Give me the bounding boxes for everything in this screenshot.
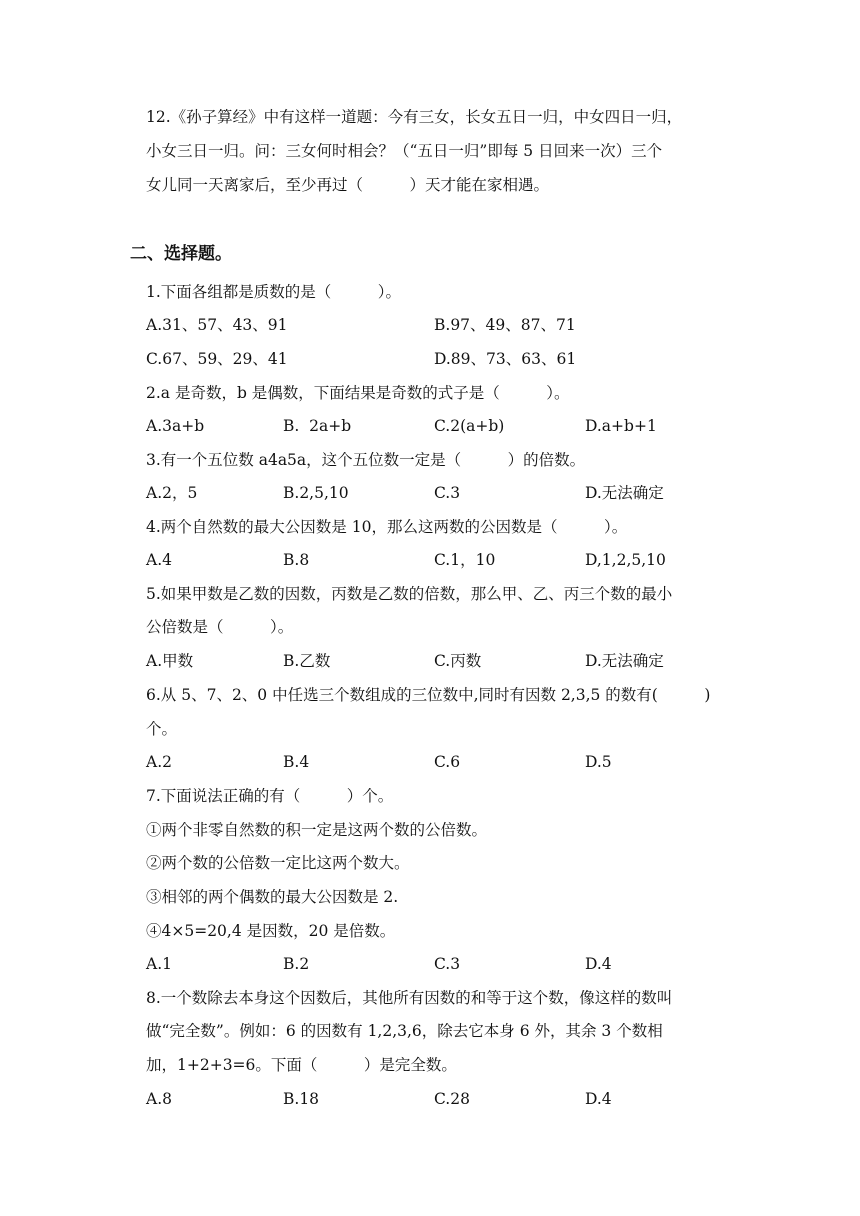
q2-option-c: C.2(a+b): [434, 417, 505, 435]
q5-option-b: B.乙数: [283, 652, 331, 670]
question-7-statement-3: ③相邻的两个偶数的最大公因数是 2.: [146, 888, 399, 906]
q3-option-b: B.2,5,10: [283, 484, 349, 502]
question-4-text: 4.两个自然数的最大公因数是 10，那么这两数的公因数是（ ）。: [146, 518, 628, 536]
q4-option-c: C.1，10: [434, 551, 496, 569]
q1-option-b: B.97、49、87、71: [434, 316, 576, 334]
q6-option-b: B.4: [283, 753, 310, 771]
q4-option-a: A.4: [146, 551, 172, 569]
question-8-text-line-3: 加，1+2+3=6。下面（ ）是完全数。: [146, 1056, 457, 1074]
q3-option-a: A.2，5: [146, 484, 198, 502]
q4-option-d: D,1,2,5,10: [585, 551, 666, 569]
q4-option-b: B.8: [283, 551, 310, 569]
question-1-text: 1.下面各组都是质数的是（ ）。: [146, 283, 402, 301]
question-5-text-line-1: 5.如果甲数是乙数的因数，丙数是乙数的倍数，那么甲、乙、丙三个数的最小: [146, 585, 673, 603]
q3-option-c: C.3: [434, 484, 461, 502]
q12-line-2: 小女三日一归。问：三女何时相会？（“五日一归”即每 5 日回来一次）三个: [146, 142, 663, 160]
q5-option-c: C.丙数: [434, 652, 482, 670]
q7-option-a: A.1: [146, 955, 172, 973]
q1-option-a: A.31、57、43、91: [146, 316, 288, 334]
q6-option-a: A.2: [146, 753, 172, 771]
q3-option-d: D.无法确定: [585, 484, 664, 502]
q6-option-d: D.5: [585, 753, 612, 771]
q2-option-d: D.a+b+1: [585, 417, 657, 435]
question-7-statement-4: ④4×5=20,4 是因数，20 是倍数。: [146, 922, 396, 940]
q8-option-b: B.18: [283, 1090, 320, 1108]
q12-line-1: 12.《孙子算经》中有这样一道题：今有三女，长女五日一归，中女四日一归，: [146, 108, 683, 126]
q7-option-c: C.3: [434, 955, 461, 973]
question-2-text: 2.a 是奇数，b 是偶数，下面结果是奇数的式子是（ ）。: [146, 384, 570, 402]
q2-option-b: B. 2a+b: [283, 417, 352, 435]
question-6-text-line-2: 个。: [146, 720, 178, 738]
question-8-text-line-1: 8.一个数除去本身这个因数后，其他所有因数的和等于这个数，像这样的数叫: [146, 989, 673, 1007]
question-7-statement-2: ②两个数的公倍数一定比这两个数大。: [146, 854, 410, 872]
q1-option-d: D.89、73、63、61: [434, 350, 577, 368]
question-7-statement-1: ①两个非零自然数的积一定是这两个数的公倍数。: [146, 821, 488, 839]
q7-option-b: B.2: [283, 955, 310, 973]
question-8-text-line-2: 做“完全数”。例如：6 的因数有 1,2,3,6，除去它本身 6 外，其余 3 个数相: [146, 1022, 663, 1040]
q8-option-a: A.8: [146, 1090, 172, 1108]
question-3-text: 3.有一个五位数 a4a5a，这个五位数一定是（ ）的倍数。: [146, 451, 586, 469]
q8-option-c: C.28: [434, 1090, 470, 1108]
q1-option-c: C.67、59、29、41: [146, 350, 288, 368]
question-5-text-line-2: 公倍数是（ ）。: [146, 618, 294, 636]
q2-option-a: A.3a+b: [146, 417, 205, 435]
q6-option-c: C.6: [434, 753, 461, 771]
q8-option-d: D.4: [585, 1090, 612, 1108]
section-title: 二、选择题。: [130, 244, 232, 264]
question-7-text: 7.下面说法正确的有（ ）个。: [146, 787, 394, 805]
q5-option-a: A.甲数: [146, 652, 194, 670]
q7-option-d: D.4: [585, 955, 612, 973]
q12-line-3: 女儿同一天离家后，至少再过（ ）天才能在家相遇。: [146, 176, 550, 194]
q5-option-d: D.无法确定: [585, 652, 664, 670]
question-6-text-line-1: 6.从 5、7、2、0 中任选三个数组成的三位数中,同时有因数 2,3,5 的数有( ): [146, 686, 711, 704]
